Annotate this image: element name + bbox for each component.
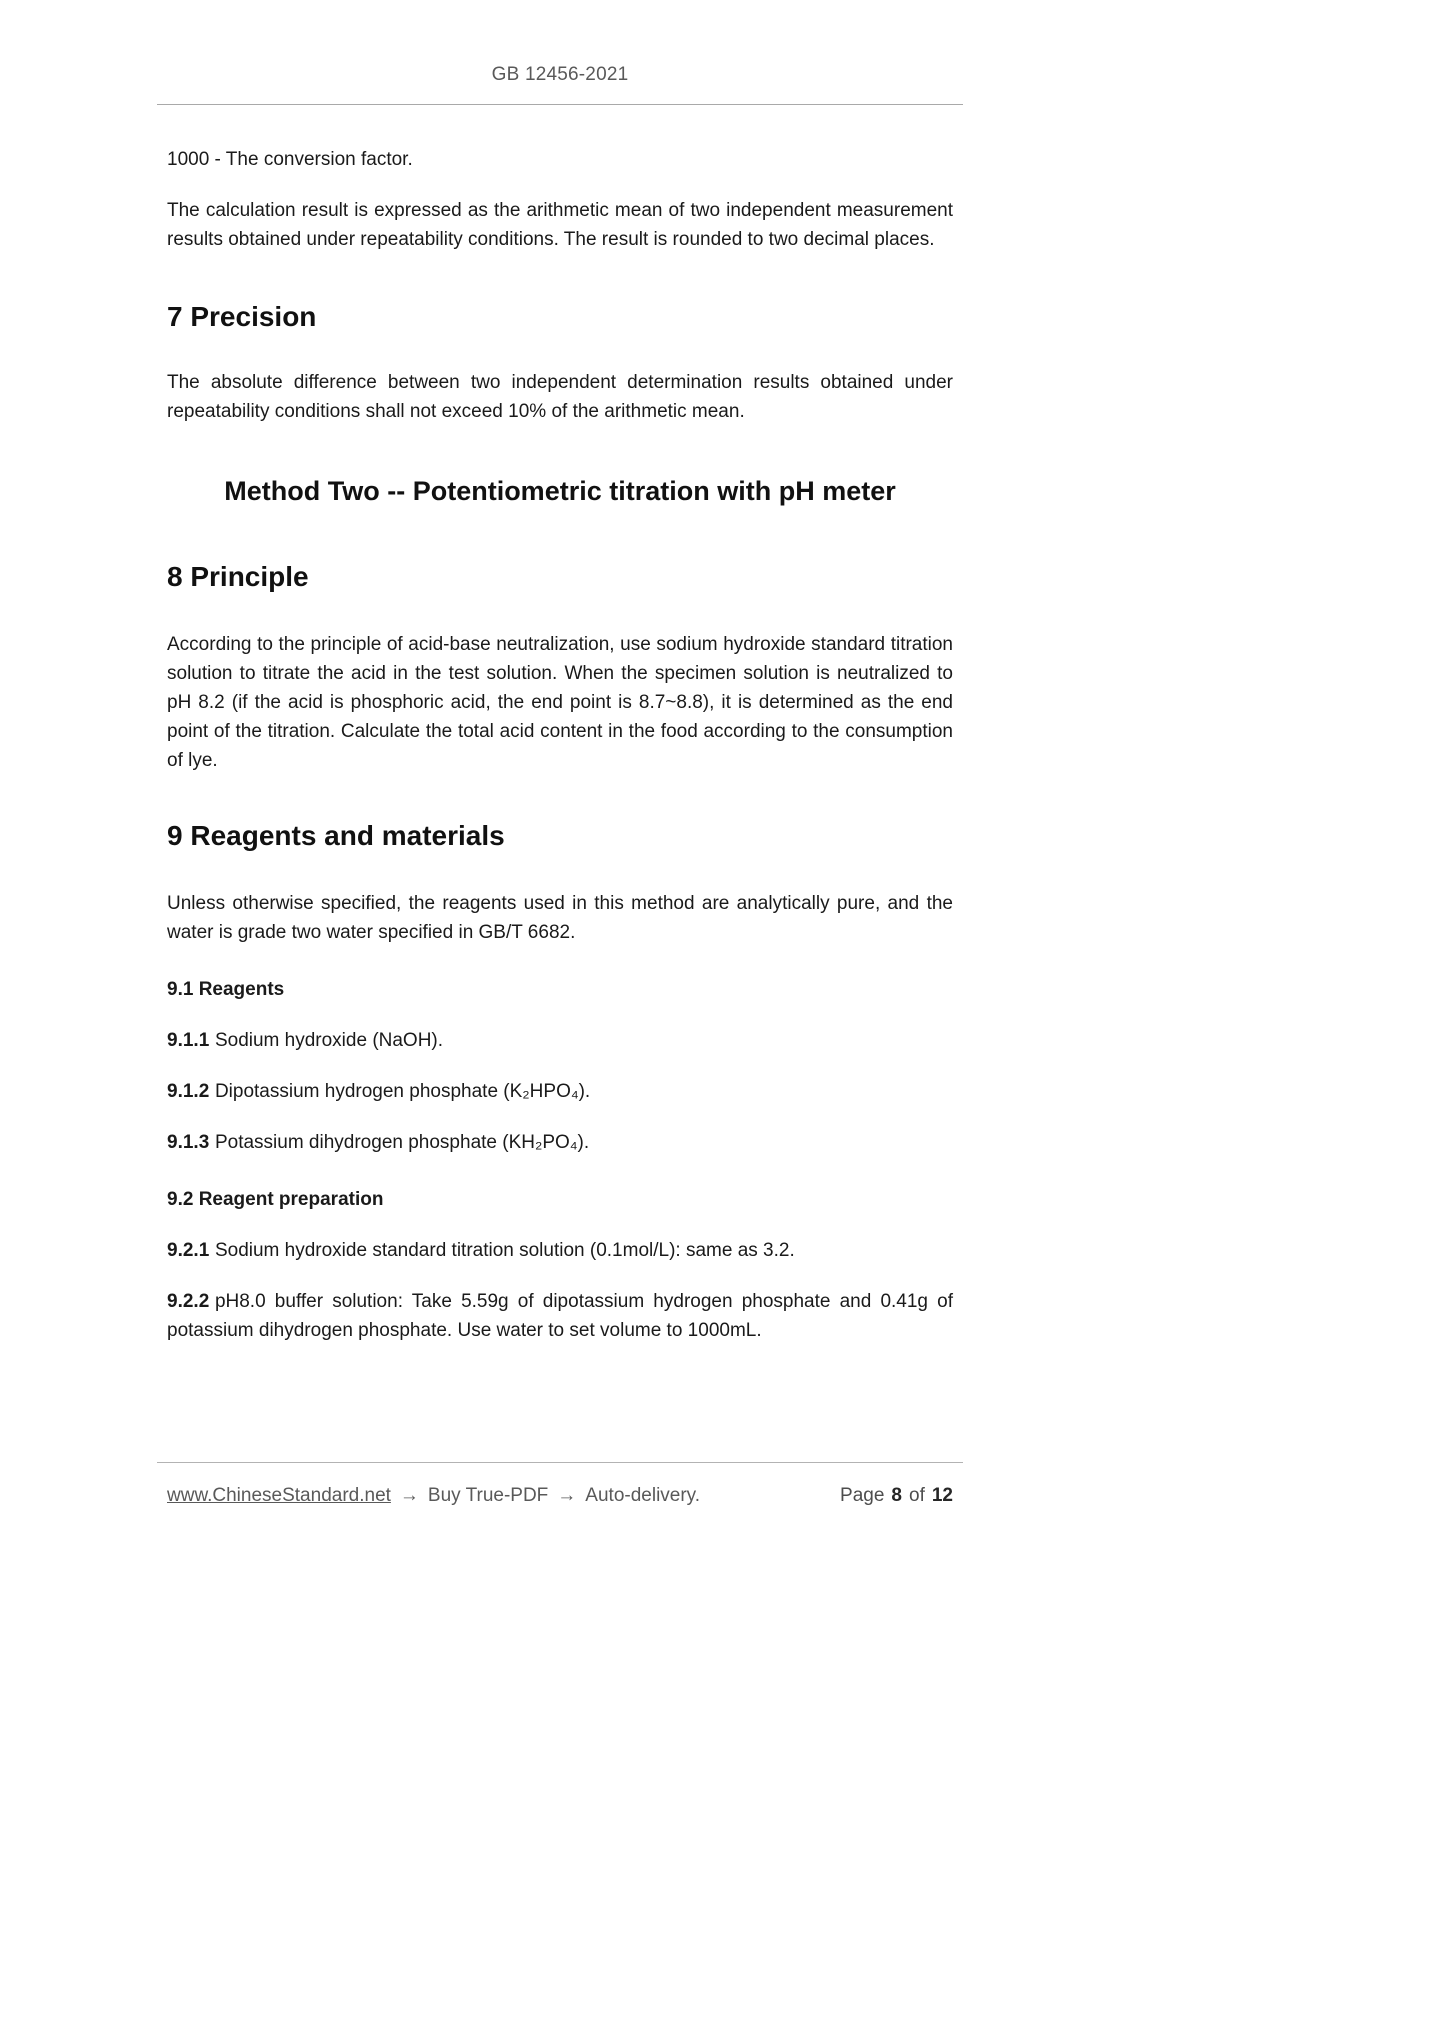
- clause-text: pH8.0 buffer solution: Take 5.59g of dipotassium hydrogen phosphate and 0.41g of potassium dihydrogen phosphate. Use water to set volume to 1000mL.: [167, 1291, 953, 1341]
- paragraph-precision: The absolute difference between two independent determination results obtained under repeatability conditions shall not exceed 10% of the arithmetic mean.: [167, 372, 953, 422]
- subsection-9-1-heading: 9.1 Reagents: [167, 979, 285, 1000]
- standard-code: GB 12456-2021: [491, 64, 629, 85]
- paragraph-principle: According to the principle of acid-base neutralization, use sodium hydroxide standard titration solution to titrate the acid in the test solution. When the specimen solution is neutralized to pH 8.2 (if the acid is phosphoric acid, the end point is 8.7~8.8), it is determined as the end point of the titration. Calculate the total acid content in the food according to the consumption of lye.: [167, 634, 953, 771]
- clause-number: 9.2.1: [167, 1240, 210, 1261]
- subsection-9-2-heading: 9.2 Reagent preparation: [167, 1189, 384, 1210]
- reagent-item-9-1-3: [167, 1128, 953, 1157]
- footer-delivery-text: Auto-delivery.: [585, 1485, 701, 1506]
- clause-text: Dipotassium hydrogen phosphate (K₂HPO₄).: [214, 1081, 591, 1102]
- clause-number: 9.1.2: [167, 1081, 210, 1102]
- clause-text: Sodium hydroxide (NaOH).: [214, 1030, 444, 1051]
- clause-number: 9.1.3: [167, 1132, 210, 1153]
- page-footer: [157, 1462, 963, 1507]
- prep-item-9-2-2: [167, 1287, 953, 1345]
- footer-buy-text: Buy True-PDF: [427, 1485, 549, 1506]
- content-column: [157, 0, 963, 1345]
- footer-source-line: [167, 1485, 700, 1507]
- page-label: Page: [840, 1485, 885, 1506]
- reagent-item-9-1-1: [167, 1026, 953, 1055]
- clause-text: Potassium dihydrogen phosphate (KH₂PO₄).: [214, 1132, 590, 1153]
- paragraph-calculation-result: The calculation result is expressed as the arithmetic mean of two independent measurement results obtained under repeatability conditions. The result is rounded to two decimal places.: [167, 200, 953, 250]
- document-body: [157, 145, 963, 1345]
- page-total: 12: [931, 1485, 953, 1506]
- right-arrow-icon: →: [399, 1485, 419, 1506]
- of-label: of: [909, 1485, 925, 1506]
- footer-row: [157, 1463, 963, 1507]
- section-9-heading: 9 Reagents and materials: [167, 820, 505, 851]
- prep-item-9-2-1: [167, 1236, 953, 1265]
- reagent-item-9-1-2: [167, 1077, 953, 1106]
- page-number: 8: [891, 1485, 902, 1506]
- header-rule: [157, 104, 963, 105]
- clause-text: Sodium hydroxide standard titration solution (0.1mol/L): same as 3.2.: [214, 1240, 795, 1261]
- clause-number: 9.1.1: [167, 1030, 210, 1051]
- page-header: [157, 0, 963, 105]
- paragraph-conversion-factor: 1000 - The conversion factor.: [167, 149, 413, 170]
- page-indicator: [840, 1485, 953, 1507]
- section-7-heading: 7 Precision: [167, 301, 317, 332]
- paragraph-reagents-intro: Unless otherwise specified, the reagents used in this method are analytically pure, and the water is grade two water specified in GB/T 6682.: [167, 893, 953, 943]
- site-link[interactable]: www.ChineseStandard.net: [167, 1485, 391, 1506]
- clause-number: 9.2.2: [167, 1291, 210, 1312]
- right-arrow-icon: →: [557, 1485, 577, 1506]
- section-8-heading: 8 Principle: [167, 561, 309, 592]
- method-two-heading: Method Two -- Potentiometric titration with pH meter: [224, 476, 896, 506]
